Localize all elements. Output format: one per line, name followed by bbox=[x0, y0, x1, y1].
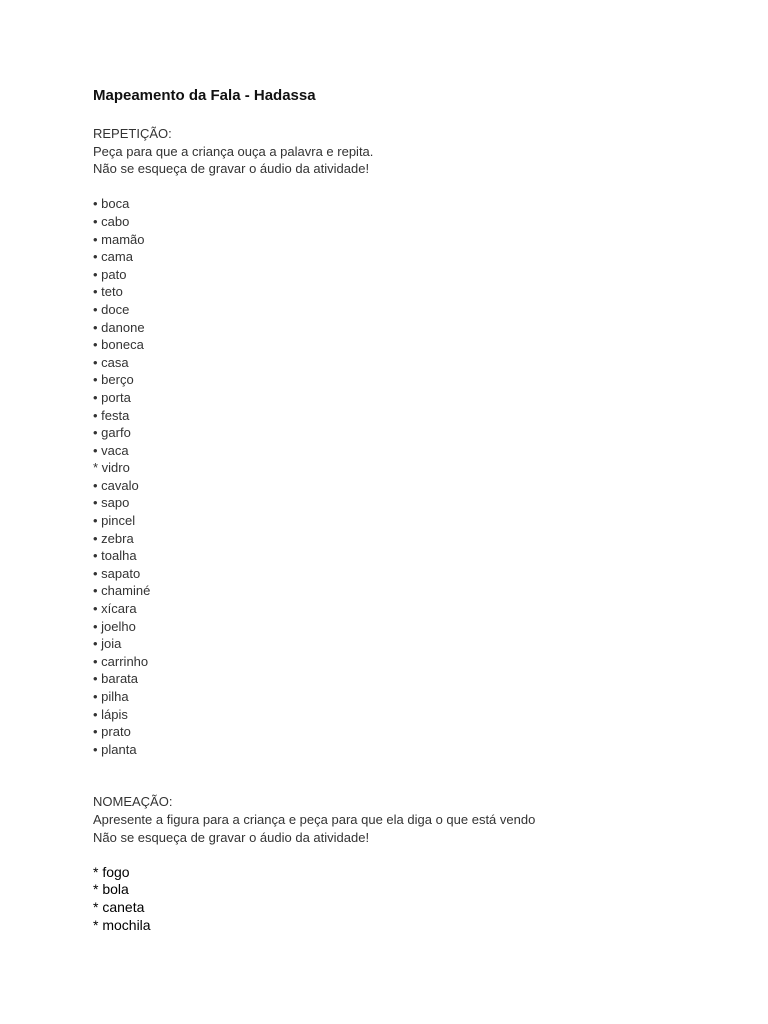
nomeacao-word-list bbox=[93, 864, 713, 934]
nomeacao-section bbox=[93, 793, 713, 934]
list-item: • toalha bbox=[93, 548, 137, 564]
repeticao-section bbox=[93, 125, 713, 758]
list-item: • sapo bbox=[93, 495, 130, 511]
document-page bbox=[93, 86, 713, 934]
list-item: • pincel bbox=[93, 513, 136, 529]
list-item: • planta bbox=[93, 741, 137, 757]
list-item: • prato bbox=[93, 724, 131, 740]
list-item: • pilha bbox=[93, 689, 129, 704]
list-item: • zebra bbox=[93, 530, 134, 546]
list-item: • carrinho bbox=[93, 653, 149, 669]
list-item: • boneca bbox=[93, 337, 144, 353]
list-item: • danone bbox=[93, 319, 145, 335]
nomeacao-instruction: Não se esqueça de gravar o áudio da atividade! bbox=[93, 829, 370, 845]
list-item: • doce bbox=[93, 301, 130, 317]
list-item: • garfo bbox=[93, 425, 131, 441]
repeticao-instruction: Peça para que a criança ouça a palavra e repita. bbox=[93, 143, 374, 159]
list-item: * vidro bbox=[93, 460, 130, 476]
repeticao-heading: REPETIÇÃO: bbox=[93, 126, 172, 141]
list-item: • berço bbox=[93, 372, 134, 388]
list-item: • festa bbox=[93, 407, 130, 423]
list-item: * caneta bbox=[93, 898, 145, 915]
list-item: • barata bbox=[93, 671, 139, 687]
list-item: * mochila bbox=[93, 916, 151, 933]
list-item: • chaminé bbox=[93, 583, 151, 599]
list-item: • lápis bbox=[93, 706, 128, 722]
list-item: • sapato bbox=[93, 565, 141, 581]
list-item: • boca bbox=[93, 196, 130, 212]
repeticao-word-list bbox=[93, 195, 713, 758]
document-title: Mapeamento da Fala - Hadassa bbox=[93, 87, 316, 104]
list-item: * fogo bbox=[93, 863, 130, 880]
list-item: • xícara bbox=[93, 601, 137, 617]
nomeacao-instruction: Apresente a figura para a criança e peça para que ela diga o que está vendo bbox=[93, 811, 536, 827]
nomeacao-heading: NOMEAÇÃO: bbox=[93, 794, 173, 810]
section-spacer bbox=[93, 758, 713, 793]
list-item: • joia bbox=[93, 636, 122, 652]
list-item: • mamão bbox=[93, 231, 145, 247]
list-item: • cama bbox=[93, 249, 133, 265]
list-item: • pato bbox=[93, 266, 127, 282]
list-item: * bola bbox=[93, 881, 129, 898]
list-item: • teto bbox=[93, 284, 123, 300]
list-item: • vaca bbox=[93, 442, 129, 458]
list-item: • porta bbox=[93, 389, 131, 405]
list-item: • cabo bbox=[93, 213, 130, 229]
list-item: • joelho bbox=[93, 618, 136, 634]
repeticao-header bbox=[93, 125, 713, 178]
nomeacao-header bbox=[93, 793, 713, 846]
repeticao-instruction: Não se esqueça de gravar o áudio da atividade! bbox=[93, 161, 370, 177]
list-item: • cavalo bbox=[93, 477, 139, 493]
list-item: • casa bbox=[93, 354, 129, 370]
